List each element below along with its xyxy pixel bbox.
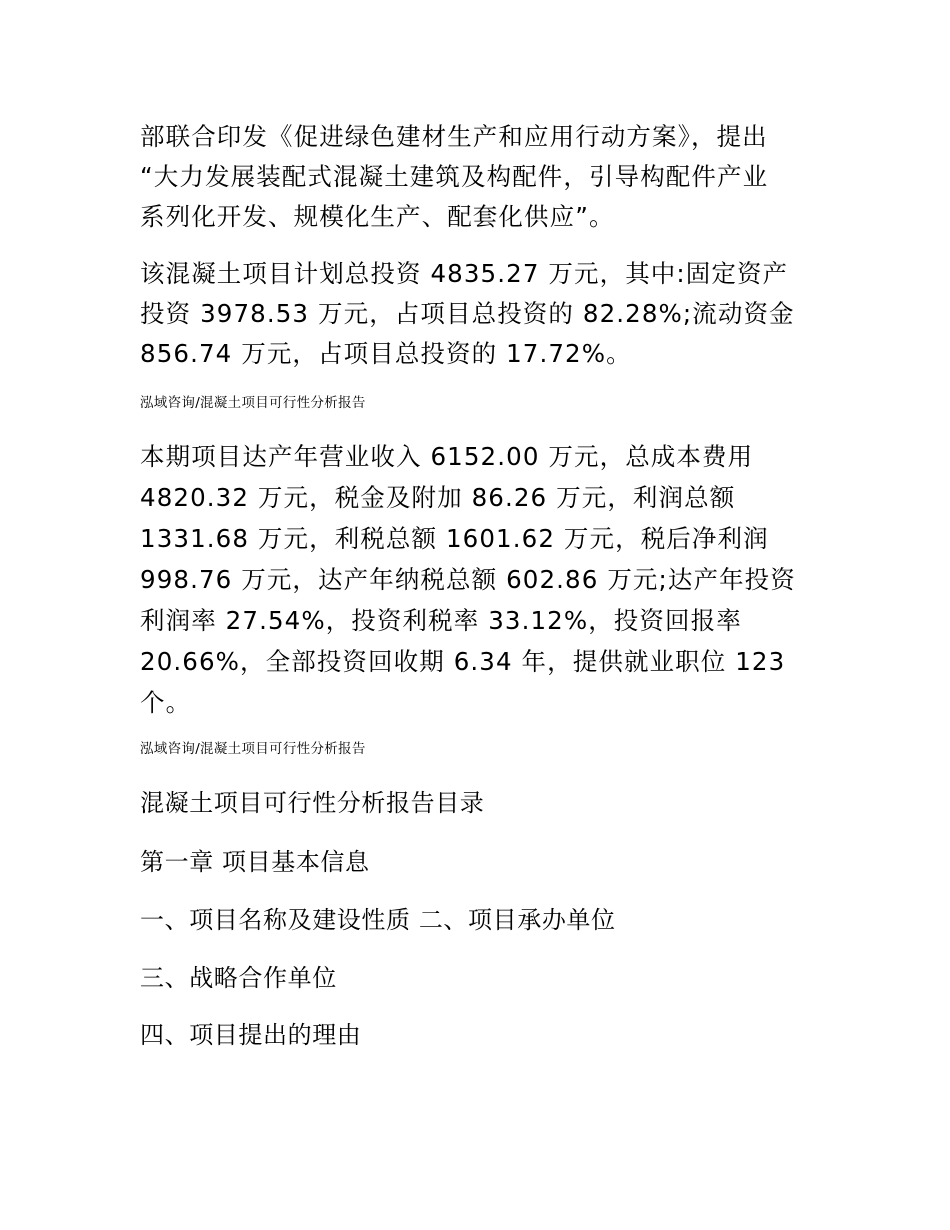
running-header: 泓域咨询/混凝土项目可行性分析报告 (140, 395, 366, 411)
paragraph-2-line-3: 856.74 万元，占项目总投资的 17.72%。 (140, 339, 632, 368)
toc-title: 混凝土项目可行性分析报告目录 (140, 789, 485, 817)
toc-item: 一、项目名称及建设性质 二、项目承办单位 (140, 906, 616, 934)
toc-item: 三、战略合作单位 (140, 964, 337, 992)
paragraph-3-line-6: 20.66%，全部投资回收期 6.34 年，提供就业职位 123 (140, 647, 786, 676)
toc-item: 四、项目提出的理由 (140, 1021, 362, 1049)
running-header: 泓域咨询/混凝土项目可行性分析报告 (140, 741, 366, 757)
paragraph-3-line-3: 1331.68 万元，利税总额 1601.62 万元，税后净利润 (140, 524, 769, 553)
paragraph-1-line-1: 部联合印发《促进绿色建材生产和应用行动方案》，提出 (140, 122, 768, 151)
paragraph-2-line-1: 该混凝土项目计划总投资 4835.27 万元，其中:固定资产 (140, 259, 789, 288)
paragraph-3-line-5: 利润率 27.54%，投资利税率 33.12%，投资回报率 (140, 606, 742, 635)
paragraph-3-line-4: 998.76 万元，达产年纳税总额 602.86 万元;达产年投资 (140, 565, 796, 594)
paragraph-3-line-7: 个。 (140, 688, 192, 717)
paragraph-3-line-1: 本期项目达产年营业收入 6152.00 万元，总成本费用 (140, 442, 754, 471)
paragraph-2-line-2: 投资 3978.53 万元，占项目总投资的 82.28%;流动资金 (140, 299, 795, 328)
paragraph-1-line-2: “大力发展装配式混凝土建筑及构配件，引导构配件产业 (140, 162, 769, 191)
toc-chapter-1: 第一章 项目基本信息 (140, 848, 370, 876)
paragraph-3-line-2: 4820.32 万元，税金及附加 86.26 万元，利润总额 (140, 483, 736, 512)
paragraph-1-line-3: 系列化开发、规模化生产、配套化供应”。 (140, 202, 615, 231)
